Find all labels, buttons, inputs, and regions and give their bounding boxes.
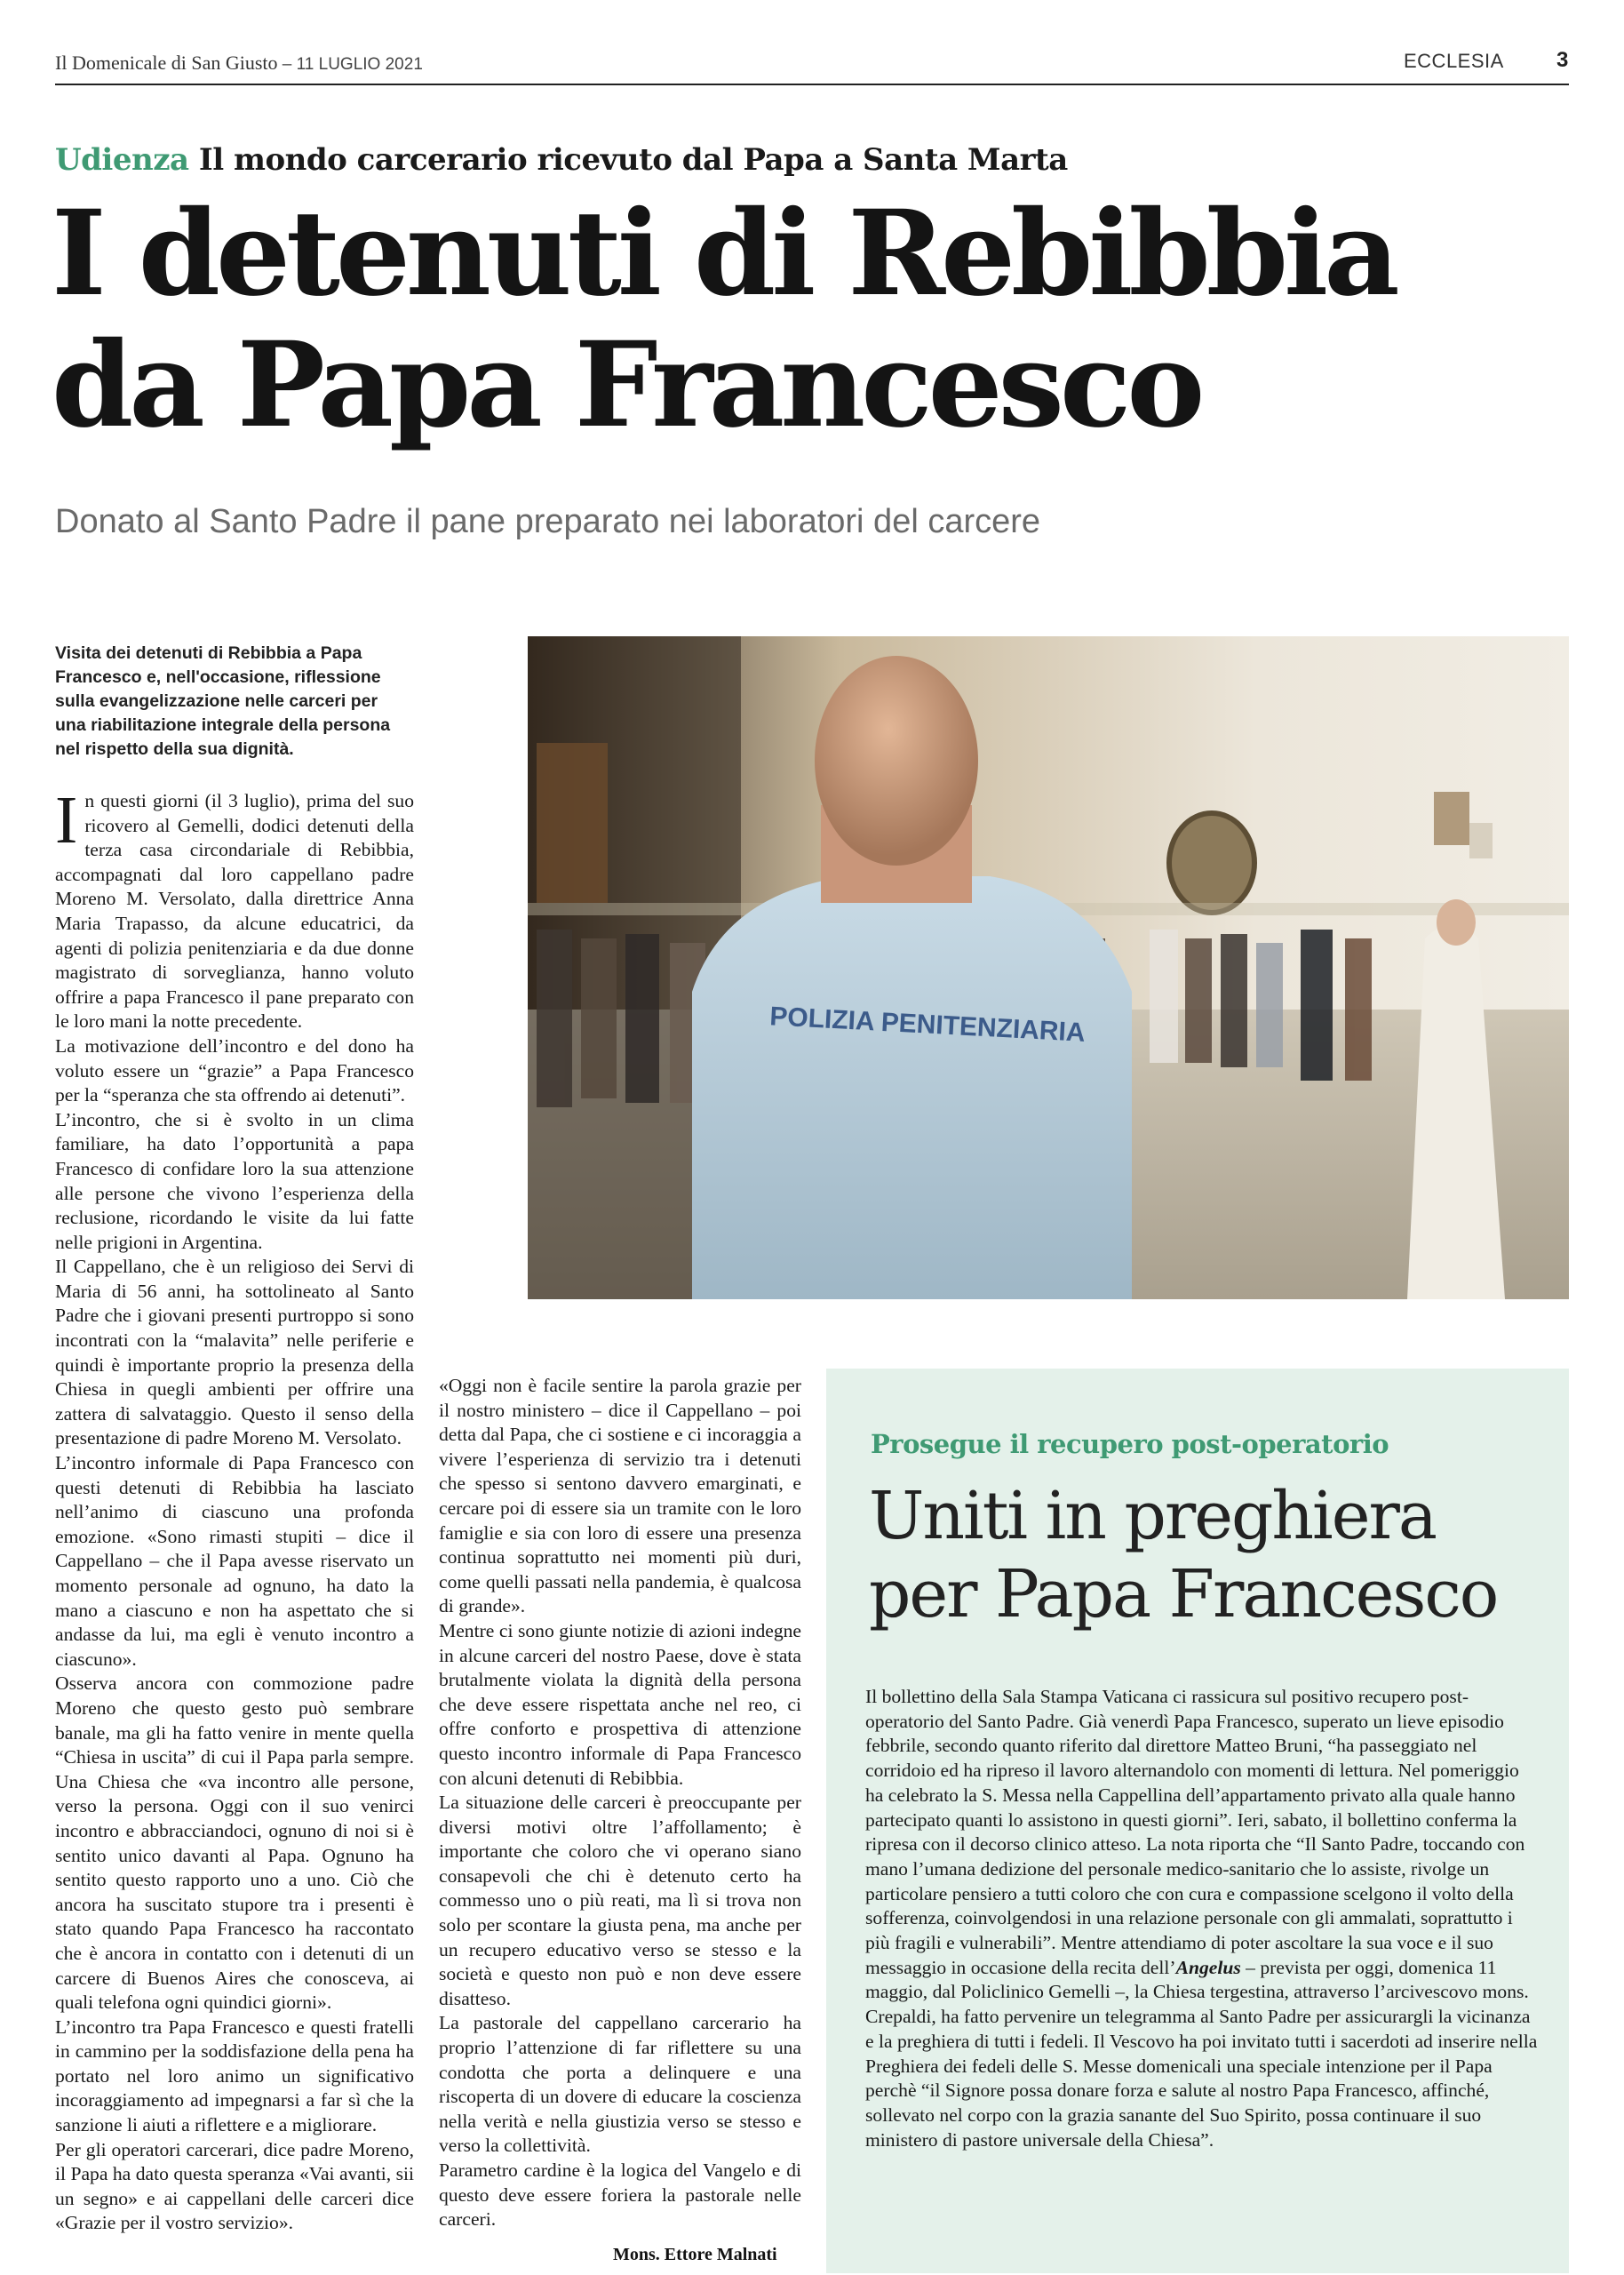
article-kicker <box>55 142 1068 178</box>
paragraph-10: Mentre ci sono giunte notizie di azioni indegne in alcune carceri del nostro Paese, dove è stata brutalmente violata la dignità della persona che deve essere rispettata anche nel reo, ci offre conforto e prospettiva di attenzione questo incontro informale di Papa Francesco con alcuni detenuti di Rebibbia. <box>439 1619 801 1789</box>
box-title-line-2: per Papa Francesco <box>869 1556 1498 1632</box>
paragraph-6: Osserva ancora con commozione padre Moreno che questo gesto può sembrare banale, ma gli ha fatto venire in mente quella “Chiesa in uscita” di cui il Papa parla sempre. Una Chiesa che «va incontro alle persone, verso la persona. Oggi con il suo venirci incontro e abbracciandoci, ognuno di noi si è sentito unico davanti al Papa. Ognuno ha sentito questo rapporto uno a uno. Ciò che ancora ha suscitato stupore tra i presenti è stato quando Papa Francesco ha raccontato che è ancora in contatto con i detenuti di un carcere di Buenos Aires che conosceva, ai quali telefona ogni quindici giorni». <box>55 1672 414 2014</box>
box-title <box>869 1477 1544 1633</box>
title-line-1: I detenuti di Rebibbia <box>52 185 1396 323</box>
photo-illustration <box>528 636 1569 1299</box>
paragraph-1: In questi giorni (il 3 luglio), prima del suo ricovero al Gemelli, dodici detenuti della terza casa circondariale di Rebibbia, accompagnati dal loro cappellano padre Moreno M. Versolato, dalla direttrice Anna Maria Trapasso, da alcune educatrici, da agenti di polizia penitenziaria e da due donne magistrato di sorveglianza, hanno voluto offrire a papa Francesco il pane preparato con le loro mani la notte precedente. <box>55 783 414 1033</box>
angelus-word: Angelus <box>1175 1956 1241 1978</box>
publication-name: Il Domenicale di San Giusto <box>55 52 278 74</box>
paragraph-9: «Oggi non è facile sentire la parola grazie per il nostro ministero – dice il Cappellano – poi detta dal Papa, che ci sostiene e ci incoraggia a vivere l’esperienza di servizio tra i detenuti che spesso si sentono davvero emarginati, e cercare poi di essere sia un tramite con le loro famiglie e sia con loro di essere una presenza continua soprattutto nei momenti più duri, come quelli passati nella pandemia, è qualcosa di grande». <box>439 1375 801 1617</box>
article-photo <box>528 636 1569 1299</box>
article-signature: Mons. Ettore Malnati <box>613 2245 777 2264</box>
paragraph-11: La situazione delle carceri è preoccupante per diversi motivi oltre l’affollamento; è importante che coloro che vi operano siano consapevoli che chi è detenuto certo ha commesso uno o più reati, ma lì si trova non solo per scontare la giusta pena, ma anche per un recupero educativo verso se stesso e la società e questo non può e non deve essere disatteso. <box>439 1792 801 2009</box>
kicker-label: Udienza <box>55 142 189 178</box>
paragraph-8: Per gli operatori carcerari, dice padre Moreno, il Papa ha dato questa speranza «Vai avanti, sii un segno» e ai cappellani delle carceri dice «Grazie per il vostro servizio». <box>55 2138 414 2234</box>
shirt-lettering: POLIZIA PENITENZIARIA <box>768 1002 1087 1048</box>
kicker-text: Il mondo carcerario ricevuto dal Papa a Santa Marta <box>188 142 1068 178</box>
drop-cap: I <box>55 783 78 858</box>
header-divider <box>55 84 1569 85</box>
article-summary: Visita dei detenuti di Rebibbia a Papa Francesco e, nell'occasione, riflessione sulla evangelizzazione nelle carceri per una riabilitazione integrale della persona nel rispetto della sua dignità. <box>55 643 391 759</box>
paragraph-13: Parametro cardine è la logica del Vangelo e di questo deve essere foriera la pastorale nelle carceri. <box>439 2159 801 2231</box>
section-label: ECCLESIA <box>1404 50 1504 72</box>
article-column-1 <box>55 783 414 2236</box>
article-column-2 <box>439 1374 801 2232</box>
paragraph-2: La motivazione dell’incontro e del dono ha voluto essere un “grazie” a Papa Francesco per la “speranza che sta offrendo ai detenuti”. <box>55 1034 414 1106</box>
paragraph-7: L’incontro tra Papa Francesco e questi fratelli in cammino per la soddisfazione della pena ha portato nel loro animo un significativo incoraggiamento ad impegnarsi a far sì che la sanzione li aiuti a riflettere e a migliorare. <box>55 2016 414 2136</box>
box-kicker: Prosegue il recupero post-operatorio <box>871 1429 1389 1459</box>
paragraph-12: La pastorale del cappellano carcerario ha proprio l’attenzione di far riflettere su una condotta che porta a delinquere e una riscoperta di un dovere di educare la coscienza nella verità e nella giustizia verso se stesso e verso la collettività. <box>439 2012 801 2157</box>
paragraph-3: L’incontro, che si è svolto in un clima familiare, ha dato l’opportunità a papa Francesco di confidare loro la sua attenzione alle persone che vivono l’esperienza della reclusione, ricordando le visite da lui fatte nelle prigioni in Argentina. <box>55 1108 414 1253</box>
article-subtitle: Donato al Santo Padre il pane preparato nei laboratori del carcere <box>55 503 1041 540</box>
box-body <box>865 1685 1540 2152</box>
title-line-2: da Papa Francesco <box>52 316 1201 454</box>
publication-date: – 11 LUGLIO 2021 <box>277 55 423 74</box>
article-title <box>52 185 1491 454</box>
header-publication <box>55 52 423 75</box>
paragraph-4: Il Cappellano, che è un religioso dei Servi di Maria di 56 anni, ha sottolineato al Santo Padre che i giovani presenti purtroppo si sono incontrati con la “malavita” nelle periferie e quindi è importante proprio la presenza della Chiesa in quegli ambienti per offrire una zattera di salvataggio. Questo il senso della presentazione di padre Moreno M. Versolato. <box>55 1256 414 1449</box>
box-paragraph: Il bollettino della Sala Stampa Vaticana ci rassicura sul positivo recupero post-operatorio del Santo Padre. Già venerdì Papa Francesco, superato un lieve episodio febbrile, secondo quanto riferito dal direttore Matteo Bruni, “ha passeggiato nel corridoio ed ha ripreso il lavoro alternandolo con momenti di lettura. Nel pomeriggio ha celebrato la S. Messa nella Cappellina dell’appartamento privato alla quale hanno partecipato quanti lo assistono in questi giorni”. Ieri, sabato, il bollettino conferma la ripresa con il decorso clinico atteso. La nota riporta che “Il Santo Padre, toccando con mano l’umana dedizione del personale medico-sanitario che lo assiste, rivolge un particolare pensiero a tutti coloro che con cura e compassione scelgono il volto della sofferenza, coinvolgendosi in una relazione personale con gli ammalati, soprattutto i più fragili e vulnerabili”. Mentre attendiamo di poter ascoltare la sua voce e il suo messaggio in occasione della recita dell’Angelus – prevista per oggi, domenica 11 maggio, dal Policlinico Gemelli –, la Chiesa tergestina, attraverso l’arcivescovo mons. Crepaldi, ha fatto pervenire un telegramma al Santo Padre per assicurargli la vicinanza e la preghiera di tutti i fedeli. Il Vescovo ha poi invitato tutti i sacerdoti ad inserire nella Preghiera dei fedeli delle S. Messe domenicali una speciale intenzione per il Papa perchè “il Signore possa donare forza e salute al nostro Papa Francesco, affinché, sollevato nel corpo con la grazia sanante del Suo Spirito, possa continuare il suo ministero di pastore universale della Chiesa”. <box>865 1686 1538 2151</box>
paragraph-5: L’incontro informale di Papa Francesco con questi detenuti di Rebibbia ha lasciato nell’animo di ciascuno una profonda emozione. «Sono rimasti stupiti – dice il Cappellano – che il Papa avesse riservato un momento personale ad ognuno, ha dato la mano a ciascuno e non ha aspettato che si andasse da lui, ma egli è venuto incontro a ciascuno». <box>55 1452 414 1670</box>
page-number: 3 <box>1556 48 1569 72</box>
box-title-line-1: Uniti in preghiera <box>869 1478 1436 1554</box>
